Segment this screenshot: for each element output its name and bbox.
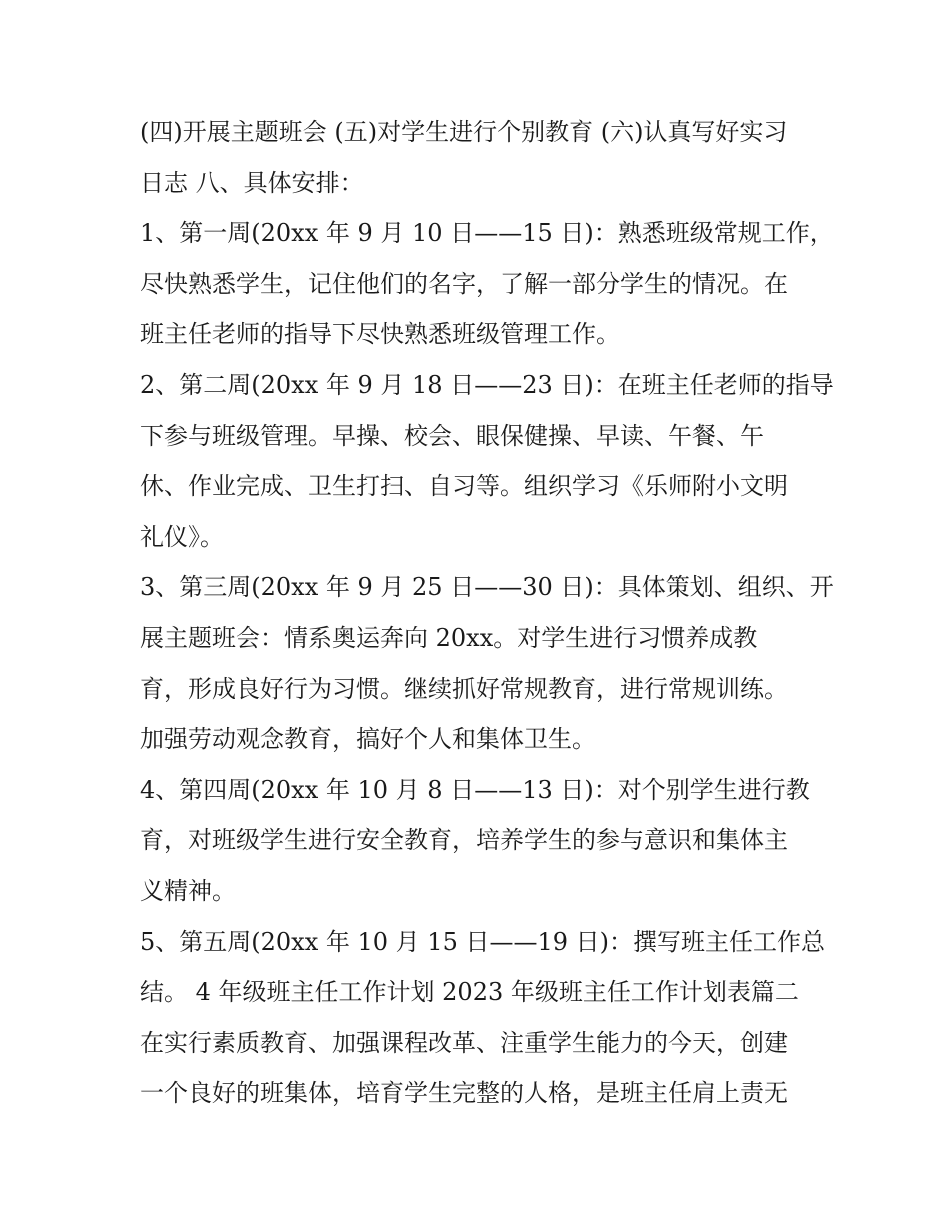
text-line: 2、第二周(20xx 年 9 月 18 日——23 日)：在班主任老师的指导 [140,370,834,399]
text-line: 育，形成良好行为习惯。继续抓好常规教育，进行常规训练。 [140,674,788,703]
text-line: 在实行素质教育、加强课程改革、注重学生能力的今天，创建 [140,1028,788,1057]
text-line: 日志 八、具体安排： [140,168,364,197]
text-line: 礼仪》。 [140,522,224,551]
text-line: 一个良好的班集体，培育学生完整的人格，是班主任肩上责无 [140,1079,788,1108]
text-line: 1、第一周(20xx 年 9 月 10 日——15 日)：熟悉班级常规工作， [140,219,834,248]
text-line: 班主任老师的指导下尽快熟悉班级管理工作。 [140,320,620,349]
document-body [140,107,834,1119]
text-line: 加强劳动观念教育，搞好个人和集体卫生。 [140,725,596,754]
text-line: 育，对班级学生进行安全教育，培养学生的参与意识和集体主 [140,826,788,855]
text-line: 结。 4 年级班主任工作计划 2023 年级班主任工作计划表篇二 [140,978,799,1007]
text-line: 休、作业完成、卫生打扫、自习等。组织学习《乐师附小文明 [140,472,788,501]
text-line: 4、第四周(20xx 年 10 月 8 日——13 日)：对个别学生进行教 [140,775,810,804]
text-line: (四)开展主题班会 (五)对学生进行个别教育 (六)认真写好实习 [140,118,788,146]
text-line: 尽快熟悉学生，记住他们的名字，了解一部分学生的情况。在 [140,269,788,298]
text-line: 5、第五周(20xx 年 10 月 15 日——19 日)：撰写班主任工作总 [140,927,825,956]
text-line: 下参与班级管理。早操、校会、眼保健操、早读、午餐、午 [140,421,764,450]
text-line: 3、第三周(20xx 年 9 月 25 日——30 日)：具体策划、组织、开 [140,573,834,602]
text-line: 义精神。 [140,876,236,905]
text-line: 展主题班会：情系奥运奔向 20xx。对学生进行习惯养成教 [140,623,758,652]
